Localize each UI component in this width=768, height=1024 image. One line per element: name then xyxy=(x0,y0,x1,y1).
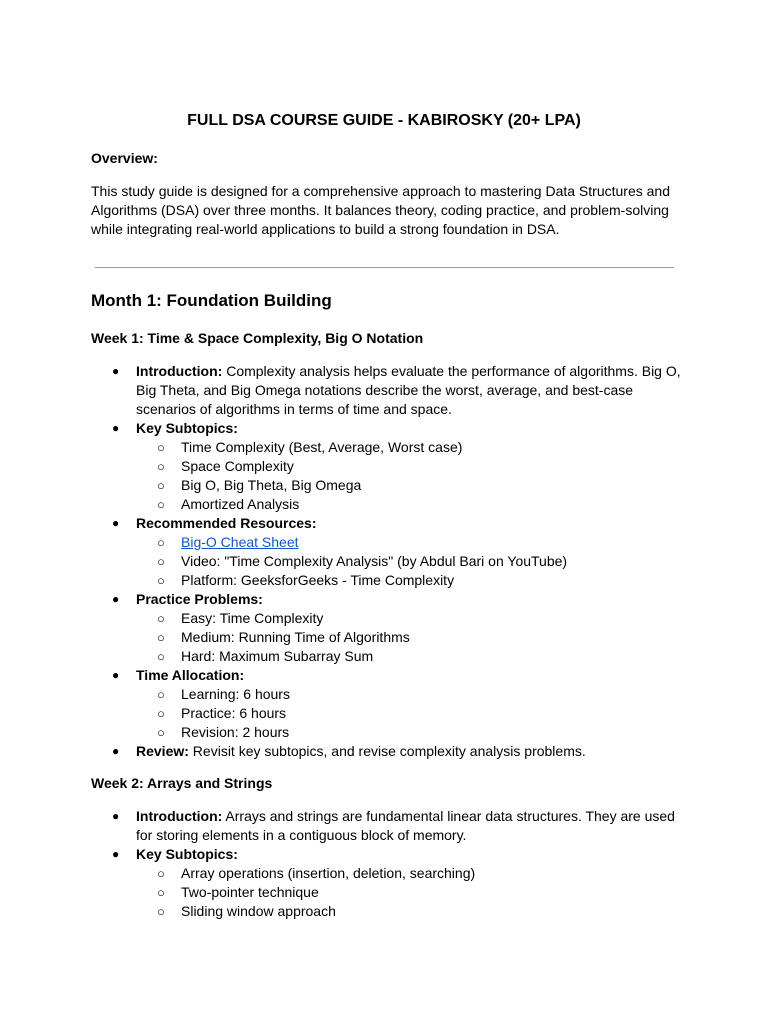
circle-bullet-icon: ○ xyxy=(157,904,165,919)
week1-resources-list xyxy=(136,533,681,590)
circle-bullet-icon: ○ xyxy=(157,440,165,455)
list-item: ○ Amortized Analysis xyxy=(157,496,300,512)
circle-bullet-icon: ○ xyxy=(157,687,165,702)
bullet-icon: ● xyxy=(112,364,120,378)
horizontal-divider xyxy=(95,267,674,268)
practice-key: Practice Problems: xyxy=(136,591,263,607)
subtopics-key: Key Subtopics: xyxy=(136,846,238,862)
list-item: ○ Revision: 2 hours xyxy=(157,724,290,740)
week1-subtopics-list xyxy=(136,438,681,514)
time-allocation-key: Time Allocation: xyxy=(136,667,245,683)
introduction-key: Introduction: xyxy=(136,363,223,379)
week1-resources-item xyxy=(91,514,681,590)
document-title: FULL DSA COURSE GUIDE - KABIROSKY (20+ LPA) xyxy=(187,112,581,129)
week1-list xyxy=(91,362,681,761)
list-item: ○ Practice: 6 hours xyxy=(157,705,287,721)
circle-bullet-icon: ○ xyxy=(157,866,165,881)
week1-introduction-item xyxy=(91,362,681,419)
week1-time-list xyxy=(136,685,681,742)
list-item xyxy=(91,533,681,552)
big-o-cheat-sheet-link[interactable]: Big-O Cheat Sheet xyxy=(181,534,299,550)
week2-introduction-item xyxy=(91,807,681,845)
circle-bullet-icon: ○ xyxy=(157,478,165,493)
circle-bullet-icon: ○ xyxy=(157,535,165,550)
circle-bullet-icon: ○ xyxy=(157,630,165,645)
bullet-icon: ● xyxy=(112,847,120,861)
list-item: ○ Time Complexity (Best, Average, Worst case) xyxy=(157,439,463,455)
bullet-icon: ● xyxy=(112,516,120,530)
bullet-icon: ● xyxy=(112,668,120,682)
month1-heading: Month 1: Foundation Building xyxy=(91,291,332,310)
circle-bullet-icon: ○ xyxy=(157,554,165,569)
list-item: ○ Easy: Time Complexity xyxy=(157,610,324,626)
circle-bullet-icon: ○ xyxy=(157,459,165,474)
introduction-key: Introduction: xyxy=(136,808,223,824)
circle-bullet-icon: ○ xyxy=(157,611,165,626)
list-item: ○ Learning: 6 hours xyxy=(157,686,290,702)
overview-label: Overview: xyxy=(91,150,158,166)
list-item: ○ Hard: Maximum Subarray Sum xyxy=(157,648,374,664)
list-item: ○ Space Complexity xyxy=(157,458,294,474)
list-item: ○ Sliding window approach xyxy=(157,903,336,919)
review-text: Revisit key subtopics, and revise complexity analysis problems. xyxy=(188,743,586,759)
list-item: ○ Medium: Running Time of Algorithms xyxy=(157,629,410,645)
list-item: ○ Platform: GeeksforGeeks - Time Complexity xyxy=(157,572,455,588)
review-key: Review: xyxy=(136,743,189,759)
week1-time-item xyxy=(91,666,681,742)
circle-bullet-icon: ○ xyxy=(157,497,165,512)
circle-bullet-icon: ○ xyxy=(157,885,165,900)
circle-bullet-icon: ○ xyxy=(157,573,165,588)
list-item: ○ Big O, Big Theta, Big Omega xyxy=(157,477,362,493)
week1-practice-list xyxy=(136,609,681,666)
week2-subtopics-list xyxy=(136,864,681,921)
week1-practice-item xyxy=(91,590,681,666)
bullet-icon: ● xyxy=(112,809,120,823)
overview-text: This study guide is designed for a comprehensive approach to mastering Data Structures and Algorithms (DSA) over three months. It balances theory, coding practice, and problem-solving while integrating real-world applications to build a strong foundation in DSA. xyxy=(91,183,670,237)
bullet-icon: ● xyxy=(112,744,120,758)
list-item: ○ Two-pointer technique xyxy=(157,884,319,900)
week1-review-item xyxy=(91,742,681,761)
bullet-icon: ● xyxy=(112,592,120,606)
list-item: ○ Video: "Time Complexity Analysis" (by Abdul Bari on YouTube) xyxy=(157,553,568,569)
introduction-text: Complexity analysis helps evaluate the performance of algorithms. Big O, Big Theta, and Big Omega notations describe the worst, average, and best-case scenarios of algorithms in terms of time and space. xyxy=(136,363,681,417)
bullet-icon: ● xyxy=(112,421,120,435)
resources-key: Recommended Resources: xyxy=(136,515,317,531)
introduction-text: Arrays and strings are fundamental linear data structures. They are used for storing elements in a contiguous block of memory. xyxy=(136,808,675,843)
subtopics-key: Key Subtopics: xyxy=(136,420,238,436)
circle-bullet-icon: ○ xyxy=(157,706,165,721)
week2-heading: Week 2: Arrays and Strings xyxy=(91,775,273,791)
circle-bullet-icon: ○ xyxy=(157,649,165,664)
week1-subtopics-item xyxy=(91,419,681,514)
week2-list xyxy=(91,807,681,921)
week2-subtopics-item xyxy=(91,845,681,921)
week1-heading: Week 1: Time & Space Complexity, Big O Notation xyxy=(91,330,424,346)
list-item: ○ Array operations (insertion, deletion, searching) xyxy=(157,865,476,881)
circle-bullet-icon: ○ xyxy=(157,725,165,740)
